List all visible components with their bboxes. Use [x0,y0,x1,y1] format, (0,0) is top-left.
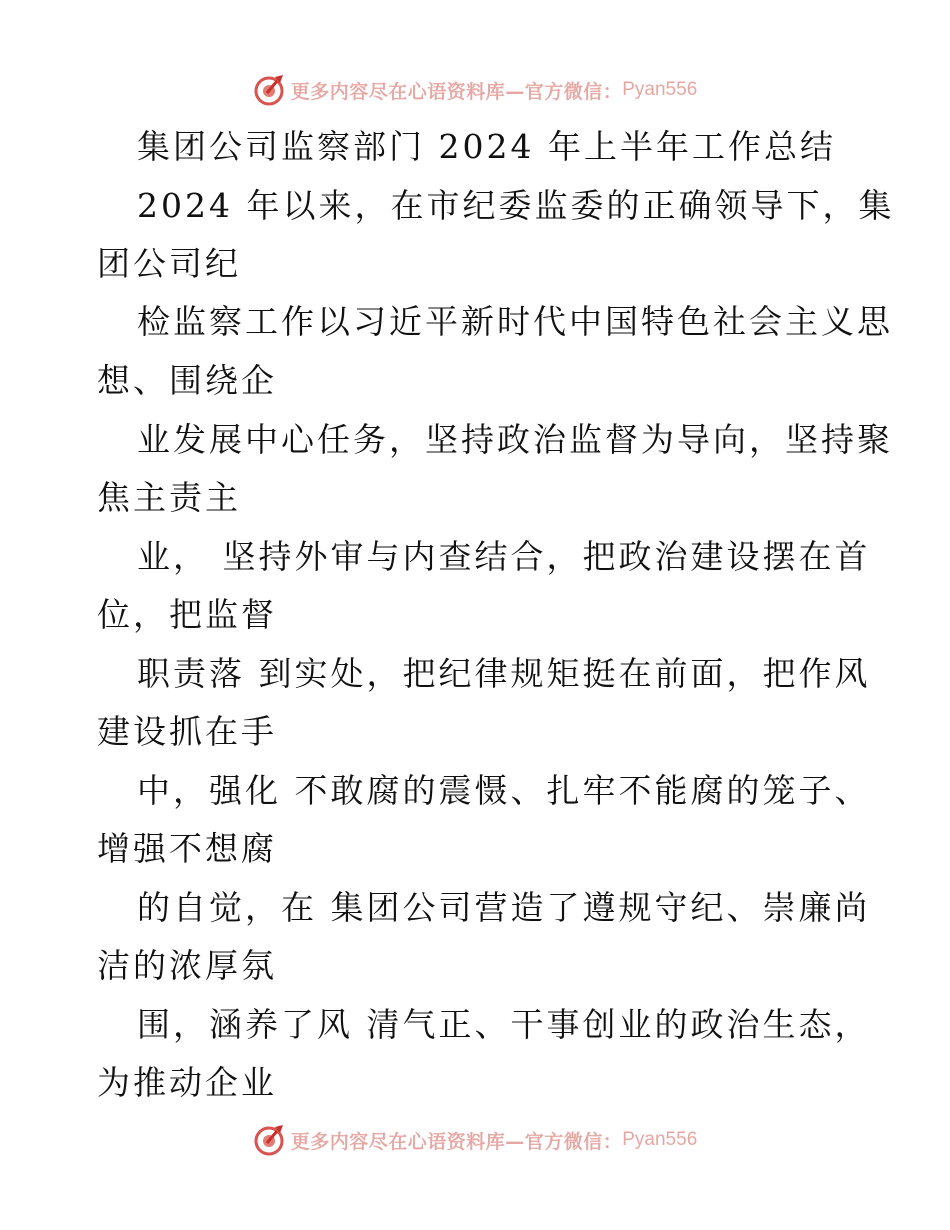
body-line: 为推动企业 [97,1063,277,1102]
body-line: 团公司纪 [97,244,241,283]
red-circle-pen-logo-icon [253,1123,287,1157]
body-line: 检监察工作以习近平新时代中国特色社会主义思 [137,302,893,341]
body-line: 围，涵养了风 清气正、干事创业的政治生态， [137,1005,871,1044]
watermark-text-cn: 更多内容尽在心语资料库—官方微信： [290,1130,623,1153]
body-line: 焦主责主 [97,478,241,517]
watermark-text-cn: 更多内容尽在心语资料库—官方微信： [290,80,623,103]
body-line: 的自觉，在 集团公司营造了遵规守纪、崇廉尚 [137,888,871,927]
red-circle-pen-logo-icon [253,73,287,107]
body-line: 业， 坚持外审与内查结合，把政治建设摆在首 [137,537,871,576]
body-line: 想、围绕企 [97,361,277,400]
body-line: 中，强化 不敢腐的震慑、扎牢不能腐的笼子、 [137,771,871,810]
body-line: 职责落 到实处，把纪律规矩挺在前面，把作风 [137,654,871,693]
watermark-text-en: Pyan556 [622,1129,698,1150]
document-title: 集团公司监察部门 2024 年上半年工作总结 [137,127,836,166]
body-line: 2024 年以来，在市纪委监委的正确领导下，集 [137,186,895,225]
body-line: 位，把监督 [97,595,277,634]
body-line: 业发展中心任务，坚持政治监督为导向，坚持聚 [137,420,893,459]
body-line: 增强不想腐 [97,829,277,868]
body-line: 建设抓在手 [97,712,277,751]
watermark-text-en: Pyan556 [622,79,698,100]
watermark-banner-bottom [0,1120,950,1160]
body-line: 洁的浓厚氛 [97,946,277,985]
watermark-banner-top [0,70,950,110]
